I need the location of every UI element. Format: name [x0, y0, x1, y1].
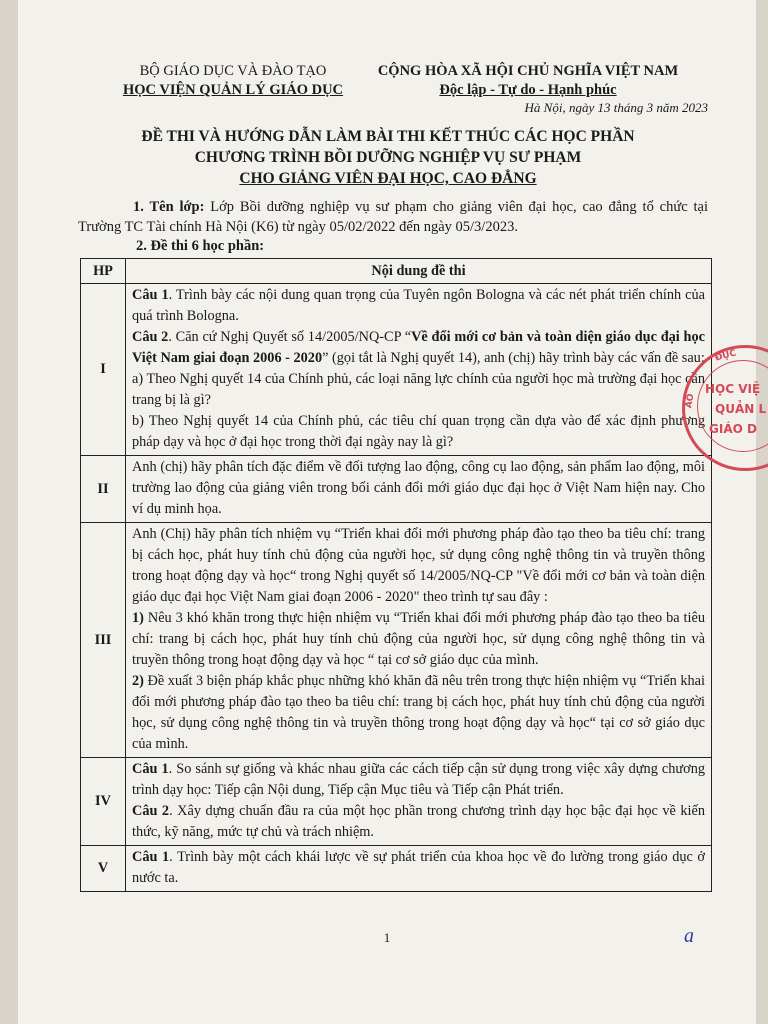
question-text: . Trình bày các nội dung quan trọng của Tuyên ngôn Bologna và các nét phát triển chính của quá trình Bologna.	[132, 287, 705, 324]
republic-name: CỘNG HÒA XÃ HỘI CHỦ NGHĨA VIỆT NAM	[377, 63, 679, 79]
ministry-name: BỘ GIÁO DỤC VÀ ĐÀO TẠO	[139, 63, 327, 79]
title-line-3: CHO GIẢNG VIÊN ĐẠI HỌC, CAO ĐẲNG	[239, 170, 537, 187]
question-text: Anh (chị) hãy phân tích đặc điểm về đối tượng lao động, công cụ lao động, sản phẩm lao động, môi trường lao động của giảng viên trong bối cảnh đổi mới giáo dục đại học ở Việt Nam hiện nay. Cho ví dụ minh họa.	[132, 459, 705, 517]
seal-line-3: GIÁO D	[709, 422, 757, 436]
content-cell	[126, 523, 712, 758]
question-text: . Trình bày một cách khái lược về sự phát triển của khoa học về đo lường trong giáo dục ở nước ta.	[132, 849, 705, 886]
academy-name: HỌC VIỆN QUẢN LÝ GIÁO DỤC	[122, 82, 344, 98]
table-row-hp-5	[81, 846, 712, 892]
table-row-hp-4	[81, 758, 712, 846]
table-header-row	[81, 259, 712, 284]
question-label: Câu 2	[132, 803, 170, 819]
content-cell	[126, 456, 712, 523]
task-2	[132, 671, 705, 755]
question-text: ” (gọi tắt là Nghị quyết 14), anh (chị) hãy trình bày các vấn đề sau:	[322, 350, 705, 366]
class-name-paragraph	[78, 197, 708, 237]
content-cell	[126, 846, 712, 892]
task-text: Đề xuất 3 biện pháp khắc phục những khó khăn đã nêu trên trong thực hiện nhiệm vụ “Triển khai đổi mới phương pháp đào tạo theo ba tiêu chí: trang bị cách học, phát huy tính chủ động của người học, sử dụng công nghệ thông tin và truyền thông trong hoạt động dạy và học“ tại cơ sở giáo dục của mình.	[132, 673, 705, 752]
sub-question-a: a) Theo Nghị quyết 14 của Chính phủ, các loại năng lực chính của người học mà trường đại học cần trang bị là gì?	[132, 371, 705, 408]
resolution-title: Về đổi mới cơ bản và toàn diện giáo dục đại học Việt Nam giai đoạn 2006 - 2020	[132, 329, 705, 366]
task-label: 2)	[132, 673, 144, 689]
content-cell	[126, 284, 712, 456]
task-1	[132, 608, 705, 671]
task-text: Nêu 3 khó khăn trong thực hiện nhiệm vụ “Triển khai đổi mới phương pháp đào tạo theo ba tiêu chí: trang bị cách học, phát huy tính chủ động của người học, sử dụng công nghệ thông tin và truyền thông trong hoạt động dạy và học “ tại cơ sở giáo dục của mình.	[132, 610, 705, 668]
question-2	[132, 801, 705, 843]
task-label: 1)	[132, 610, 144, 626]
document-page	[18, 0, 756, 1024]
class-name-label: 1. Tên lớp:	[133, 199, 205, 215]
exam-table	[80, 258, 712, 892]
document-title	[78, 126, 698, 189]
question-text: . So sánh sự giống và khác nhau giữa các cách tiếp cận sử dụng trong việc xây dựng chương trình dạy học: Tiếp cận Nội dung, Tiếp cận Mục tiêu và Tiếp cận Phát triển.	[132, 761, 705, 798]
hp-cell: IV	[81, 758, 126, 846]
issuer-header	[118, 62, 348, 100]
question-intro: Anh (Chị) hãy phân tích nhiệm vụ “Triển khai đổi mới phương pháp đào tạo theo ba tiêu chí: trang bị cách học, phát huy tính chủ động của người học, sử dụng công nghệ thông tin và truyền thông trong hoạt động dạy và học“ trong Nghị quyết số 14/2005/NQ-CP "Về đổi mới cơ bản và toàn diện giáo dục đại học Việt Nam giai đoạn 2006 - 2020" theo trình tự sau đây :	[132, 526, 705, 605]
question-1	[132, 285, 705, 327]
table-row-hp-2	[81, 456, 712, 523]
question-label: Câu 1	[132, 849, 170, 865]
question-1	[132, 759, 705, 801]
title-line-1: ĐỀ THI VÀ HƯỚNG DẪN LÀM BÀI THI KẾT THÚC CÁC HỌC PHẦN	[141, 128, 635, 145]
exam-section-heading: 2. Đề thi 6 học phần:	[136, 238, 265, 254]
seal-side-text: ẢO	[684, 392, 697, 410]
national-motto: Độc lập - Tự do - Hạnh phúc	[439, 82, 617, 98]
hp-cell: V	[81, 846, 126, 892]
question-label: Câu 1	[132, 761, 169, 777]
seal-top-text: ĐỤC	[714, 348, 738, 364]
title-line-2: CHƯƠNG TRÌNH BỒI DƯỠNG NGHIỆP VỤ SƯ PHẠM	[194, 149, 582, 166]
national-header	[358, 62, 698, 100]
question-label: Câu 2	[132, 329, 169, 345]
sub-question-b: b) Theo Nghị quyết 14 của Chính phủ, các tiêu chí quan trọng cần dựa vào để xác định phương pháp dạy và học ở đại học trong thời đại ngày nay là gì?	[132, 413, 705, 450]
hp-cell: III	[81, 523, 126, 758]
question-2	[132, 327, 705, 369]
question-label: Câu 1	[132, 287, 169, 303]
document-date: Hà Nội, ngày 13 tháng 3 năm 2023	[524, 100, 708, 115]
table-row-hp-1	[81, 284, 712, 456]
content-cell	[126, 758, 712, 846]
question-text: . Xây dựng chuẩn đầu ra của một học phần trong chương trình dạy học bậc đại học về kiến thức, kỹ năng, mức tự chủ và trách nhiệm.	[132, 803, 705, 840]
column-header-content: Nội dung đề thi	[126, 259, 712, 284]
column-header-hp: HP	[81, 259, 126, 284]
question-1	[132, 847, 705, 889]
class-name-text: Lớp Bồi dưỡng nghiệp vụ sư phạm cho giảng viên đại học, cao đẳng tổ chức tại Trường TC Tài chính Hà Nội (K6) từ ngày 05/02/2022 đến ngày 05/3/2023.	[78, 199, 708, 235]
hp-cell: II	[81, 456, 126, 523]
seal-line-1: HỌC VIỆ	[705, 382, 761, 396]
table-row-hp-3	[81, 523, 712, 758]
seal-line-2: QUẢN L	[715, 402, 767, 416]
signature-mark: a	[684, 925, 694, 947]
hp-cell: I	[81, 284, 126, 456]
page-number: 1	[383, 930, 391, 945]
question-text: . Căn cứ Nghị Quyết số 14/2005/NQ-CP “	[168, 329, 412, 345]
